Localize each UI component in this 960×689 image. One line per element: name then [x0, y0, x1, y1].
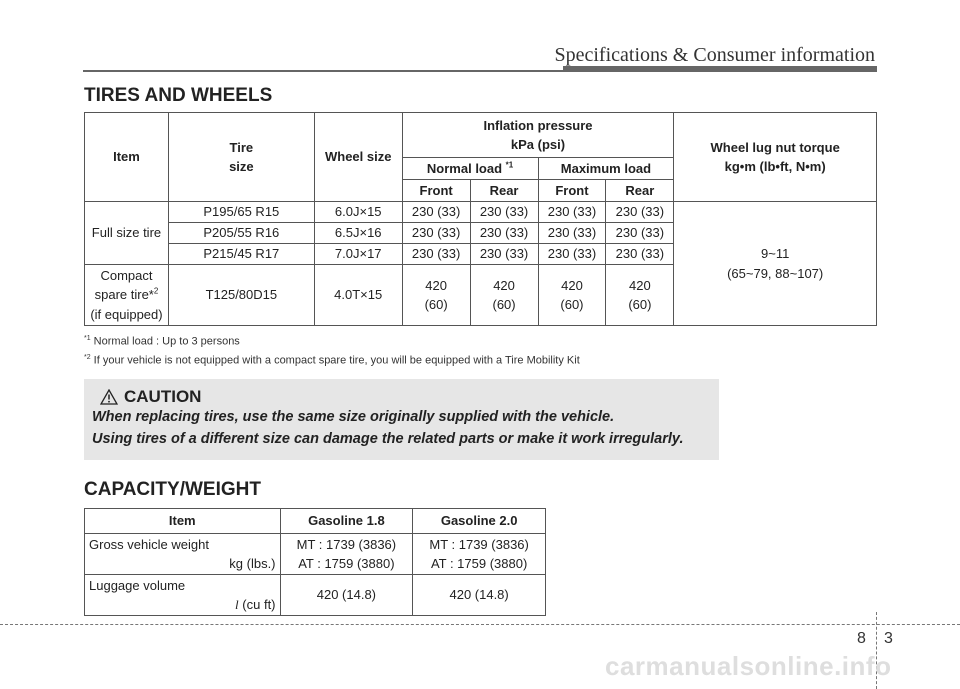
pressure-cell: 230 (33) [606, 223, 674, 244]
header-wheel-size: Wheel size [314, 113, 402, 202]
header-front: Front [402, 180, 470, 202]
chapter-number: 8 [857, 630, 866, 647]
pressure-cell: 420 (60) [470, 265, 538, 326]
wheel-size-cell: 6.0J×15 [314, 202, 402, 223]
volume-cell: 420 (14.8) [413, 575, 546, 616]
table-row [85, 534, 546, 575]
pressure-cell: 230 (33) [402, 202, 470, 223]
footnote-normal-load: $^{*1}$ Normal load : Up to 3 persons [84, 335, 240, 348]
header-rule [83, 70, 563, 72]
volume-cell: 420 (14.8) [280, 575, 413, 616]
header-normal-load: Normal load $^{*1}$ [402, 158, 538, 180]
tires-wheels-table [84, 112, 877, 326]
table-row [85, 202, 877, 223]
weight-cell: MT : 1739 (3836) AT : 1759 (3880) [413, 534, 546, 575]
pressure-cell: 230 (33) [470, 223, 538, 244]
caution-text-line: When replacing tires, use the same size originally supplied with the vehicle. [92, 409, 615, 425]
lug-nut-torque-value: 9~11 (65~79, 88~107) [674, 202, 877, 326]
pressure-cell: 230 (33) [538, 202, 606, 223]
header-maximum-load: Maximum load [538, 158, 674, 180]
pressure-cell: 230 (33) [538, 244, 606, 265]
full-size-tire-label: Full size tire [85, 202, 169, 265]
header-rule-bar [563, 66, 877, 72]
pressure-cell: 420 (60) [402, 265, 470, 326]
luggage-volume-label: Luggage volume l (cu ft) [85, 575, 281, 616]
tire-size-cell: T125/80D15 [168, 265, 314, 326]
caution-box [84, 379, 719, 460]
page-number: 3 [884, 630, 893, 647]
wheel-size-cell: 7.0J×17 [314, 244, 402, 265]
section-header-title: Specifications & Consumer information [554, 44, 875, 66]
wheel-size-cell: 4.0T×15 [314, 265, 402, 326]
tire-size-cell: P205/55 R16 [168, 223, 314, 244]
header-rear: Rear [470, 180, 538, 202]
header-lug-nut-torque: Wheel lug nut torque kg•m (lb•ft, N•m) [674, 113, 877, 202]
pressure-cell: 230 (33) [606, 244, 674, 265]
wheel-size-cell: 6.5J×16 [314, 223, 402, 244]
pressure-cell: 230 (33) [402, 244, 470, 265]
tire-size-cell: P195/65 R15 [168, 202, 314, 223]
caution-title: CAUTION [124, 387, 202, 406]
pressure-cell: 230 (33) [538, 223, 606, 244]
footnote-compact-spare: $^{*2}$ If your vehicle is not equipped with a compact spare tire, you will be equipped with a Tire Mobility Kit [84, 354, 580, 367]
capacity-section-title: CAPACITY/WEIGHT [84, 479, 261, 500]
capacity-weight-table [84, 508, 546, 616]
header-item: Item [85, 113, 169, 202]
caution-heading [100, 387, 201, 407]
header-gasoline-2-0: Gasoline 2.0 [413, 509, 546, 534]
footer-divider [0, 624, 960, 625]
warning-triangle-icon [100, 389, 118, 405]
pressure-cell: 230 (33) [470, 202, 538, 223]
watermark: carmanualsonline.info [605, 651, 892, 681]
table-row [85, 575, 546, 616]
pressure-cell: 230 (33) [470, 244, 538, 265]
caution-text-line: Using tires of a different size can damage the related parts or make it work irregularly. [92, 431, 684, 447]
compact-spare-label: Compact spare tire*$^2$ (if equipped) [85, 265, 169, 326]
pressure-cell: 230 (33) [402, 223, 470, 244]
header-inflation-pressure: Inflation pressure kPa (psi) [402, 113, 674, 158]
header-item: Item [85, 509, 281, 534]
gross-weight-label: Gross vehicle weight kg (lbs.) [85, 534, 281, 575]
pressure-cell: 420 (60) [606, 265, 674, 326]
weight-cell: MT : 1739 (3836) AT : 1759 (3880) [280, 534, 413, 575]
header-tire-size: Tire size [168, 113, 314, 202]
tires-section-title: TIRES AND WHEELS [84, 85, 273, 106]
header-front: Front [538, 180, 606, 202]
header-gasoline-1-8: Gasoline 1.8 [280, 509, 413, 534]
pressure-cell: 230 (33) [606, 202, 674, 223]
header-rear: Rear [606, 180, 674, 202]
pressure-cell: 420 (60) [538, 265, 606, 326]
tire-size-cell: P215/45 R17 [168, 244, 314, 265]
